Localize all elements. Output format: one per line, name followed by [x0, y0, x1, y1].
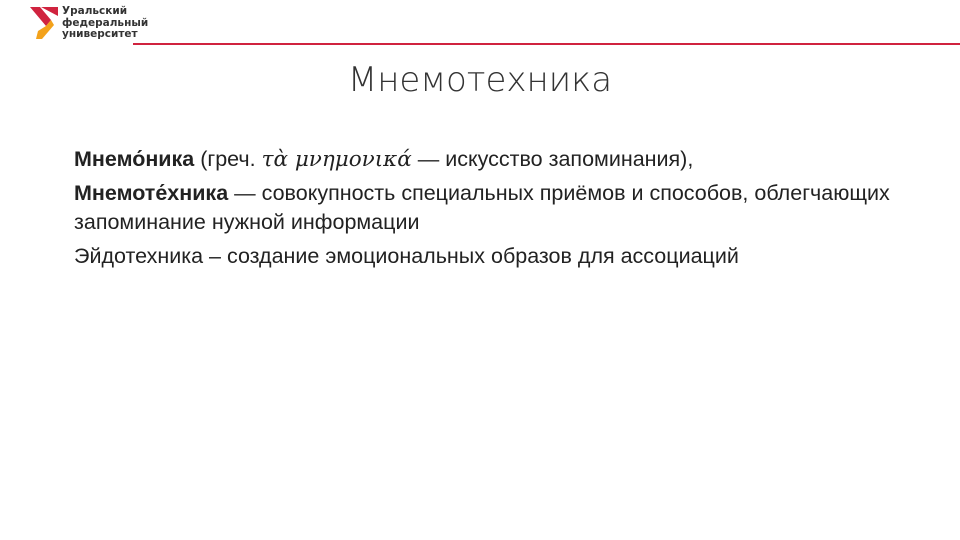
logo-line-1: Уральский — [62, 5, 128, 17]
term-mnemonics: Мнемо́ника — [74, 147, 195, 171]
university-logo-icon — [30, 7, 58, 39]
logo-line-3: университет — [62, 28, 138, 40]
paragraph-mnemotechnics — [74, 179, 894, 237]
slide-title: Мнемотехника — [347, 60, 613, 100]
paragraph-text: (греч. — [194, 147, 262, 171]
slide-body — [74, 145, 894, 276]
paragraph-text: — искусство запоминания), — [411, 147, 694, 171]
paragraph-text: — совокупность специальных приёмов и способов, облегчающих запоминание нужной информации — [74, 181, 890, 234]
logo-line-2: федеральный — [62, 16, 149, 29]
greek-term: τὰ μνημονικά — [261, 147, 412, 172]
university-logo-text — [62, 6, 148, 41]
paragraph-mnemonics — [74, 145, 894, 174]
paragraph-eidotechnics: Эйдотехника – создание эмоциональных образов для ассоциаций — [74, 244, 739, 268]
header-divider — [133, 43, 960, 45]
term-mnemotechnics: Мнемоте́хника — [74, 181, 229, 205]
